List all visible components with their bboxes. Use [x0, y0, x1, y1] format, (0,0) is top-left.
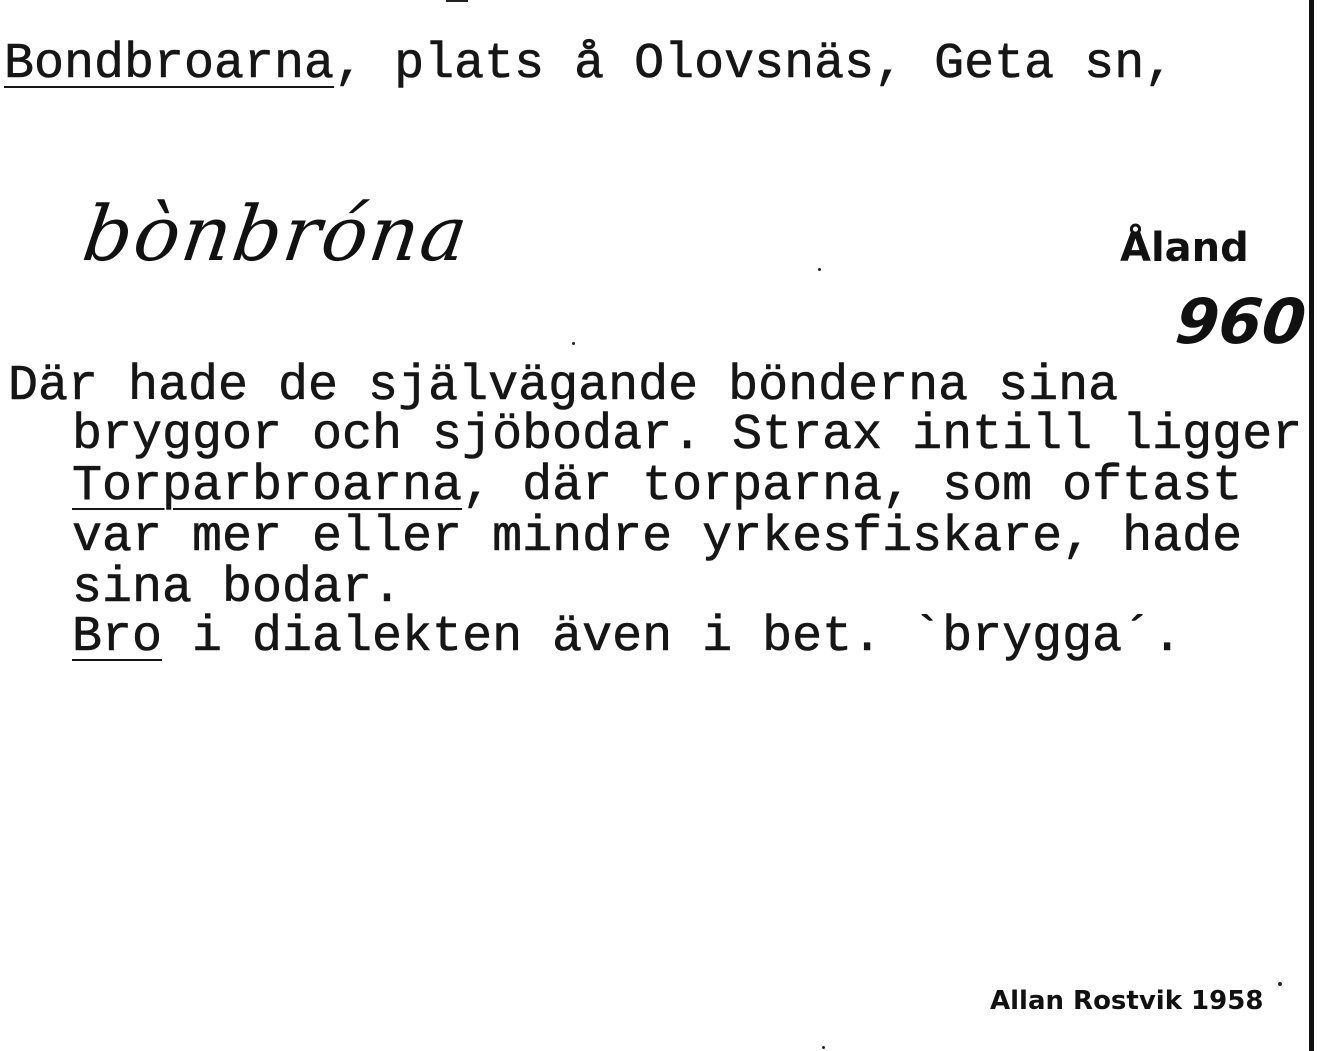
place-description: , plats å Olovsnäs, Geta sn, [334, 36, 1175, 93]
scan-speck [822, 1046, 825, 1049]
body-line-1: Där hade de självägande bönderna sina [8, 358, 1119, 415]
scan-speck [818, 268, 821, 271]
body-line-2: bryggor och sjöbodar. Strax intill ligger [72, 407, 1303, 464]
scan-speck [1278, 982, 1282, 986]
author-signature: Allan Rostvik 1958 [990, 986, 1264, 1016]
region-label: Åland [1120, 225, 1249, 271]
card-heading [4, 36, 1175, 93]
place-name: Bondbroarna [4, 36, 335, 93]
scan-speck [446, 0, 468, 2]
related-place-name: Torparbroarna [72, 458, 463, 515]
dialect-form-handwritten: bònbróna [77, 189, 475, 278]
body-line-3 [72, 458, 1243, 515]
scan-speck [572, 342, 575, 345]
body-line-3-rest: , där torparna, som oftast [462, 458, 1243, 515]
body-line-6 [72, 609, 1183, 666]
body-line-6-rest: i dialekten även i bet. `brygga´. [162, 609, 1183, 666]
body-line-4: var mer eller mindre yrkesfiskare, hade [72, 509, 1243, 566]
card-edge-border [1309, 0, 1314, 1051]
card-number: 960 [1172, 285, 1310, 358]
body-line-5: sina bodar. [72, 560, 403, 617]
headword-bro: Bro [72, 609, 163, 666]
